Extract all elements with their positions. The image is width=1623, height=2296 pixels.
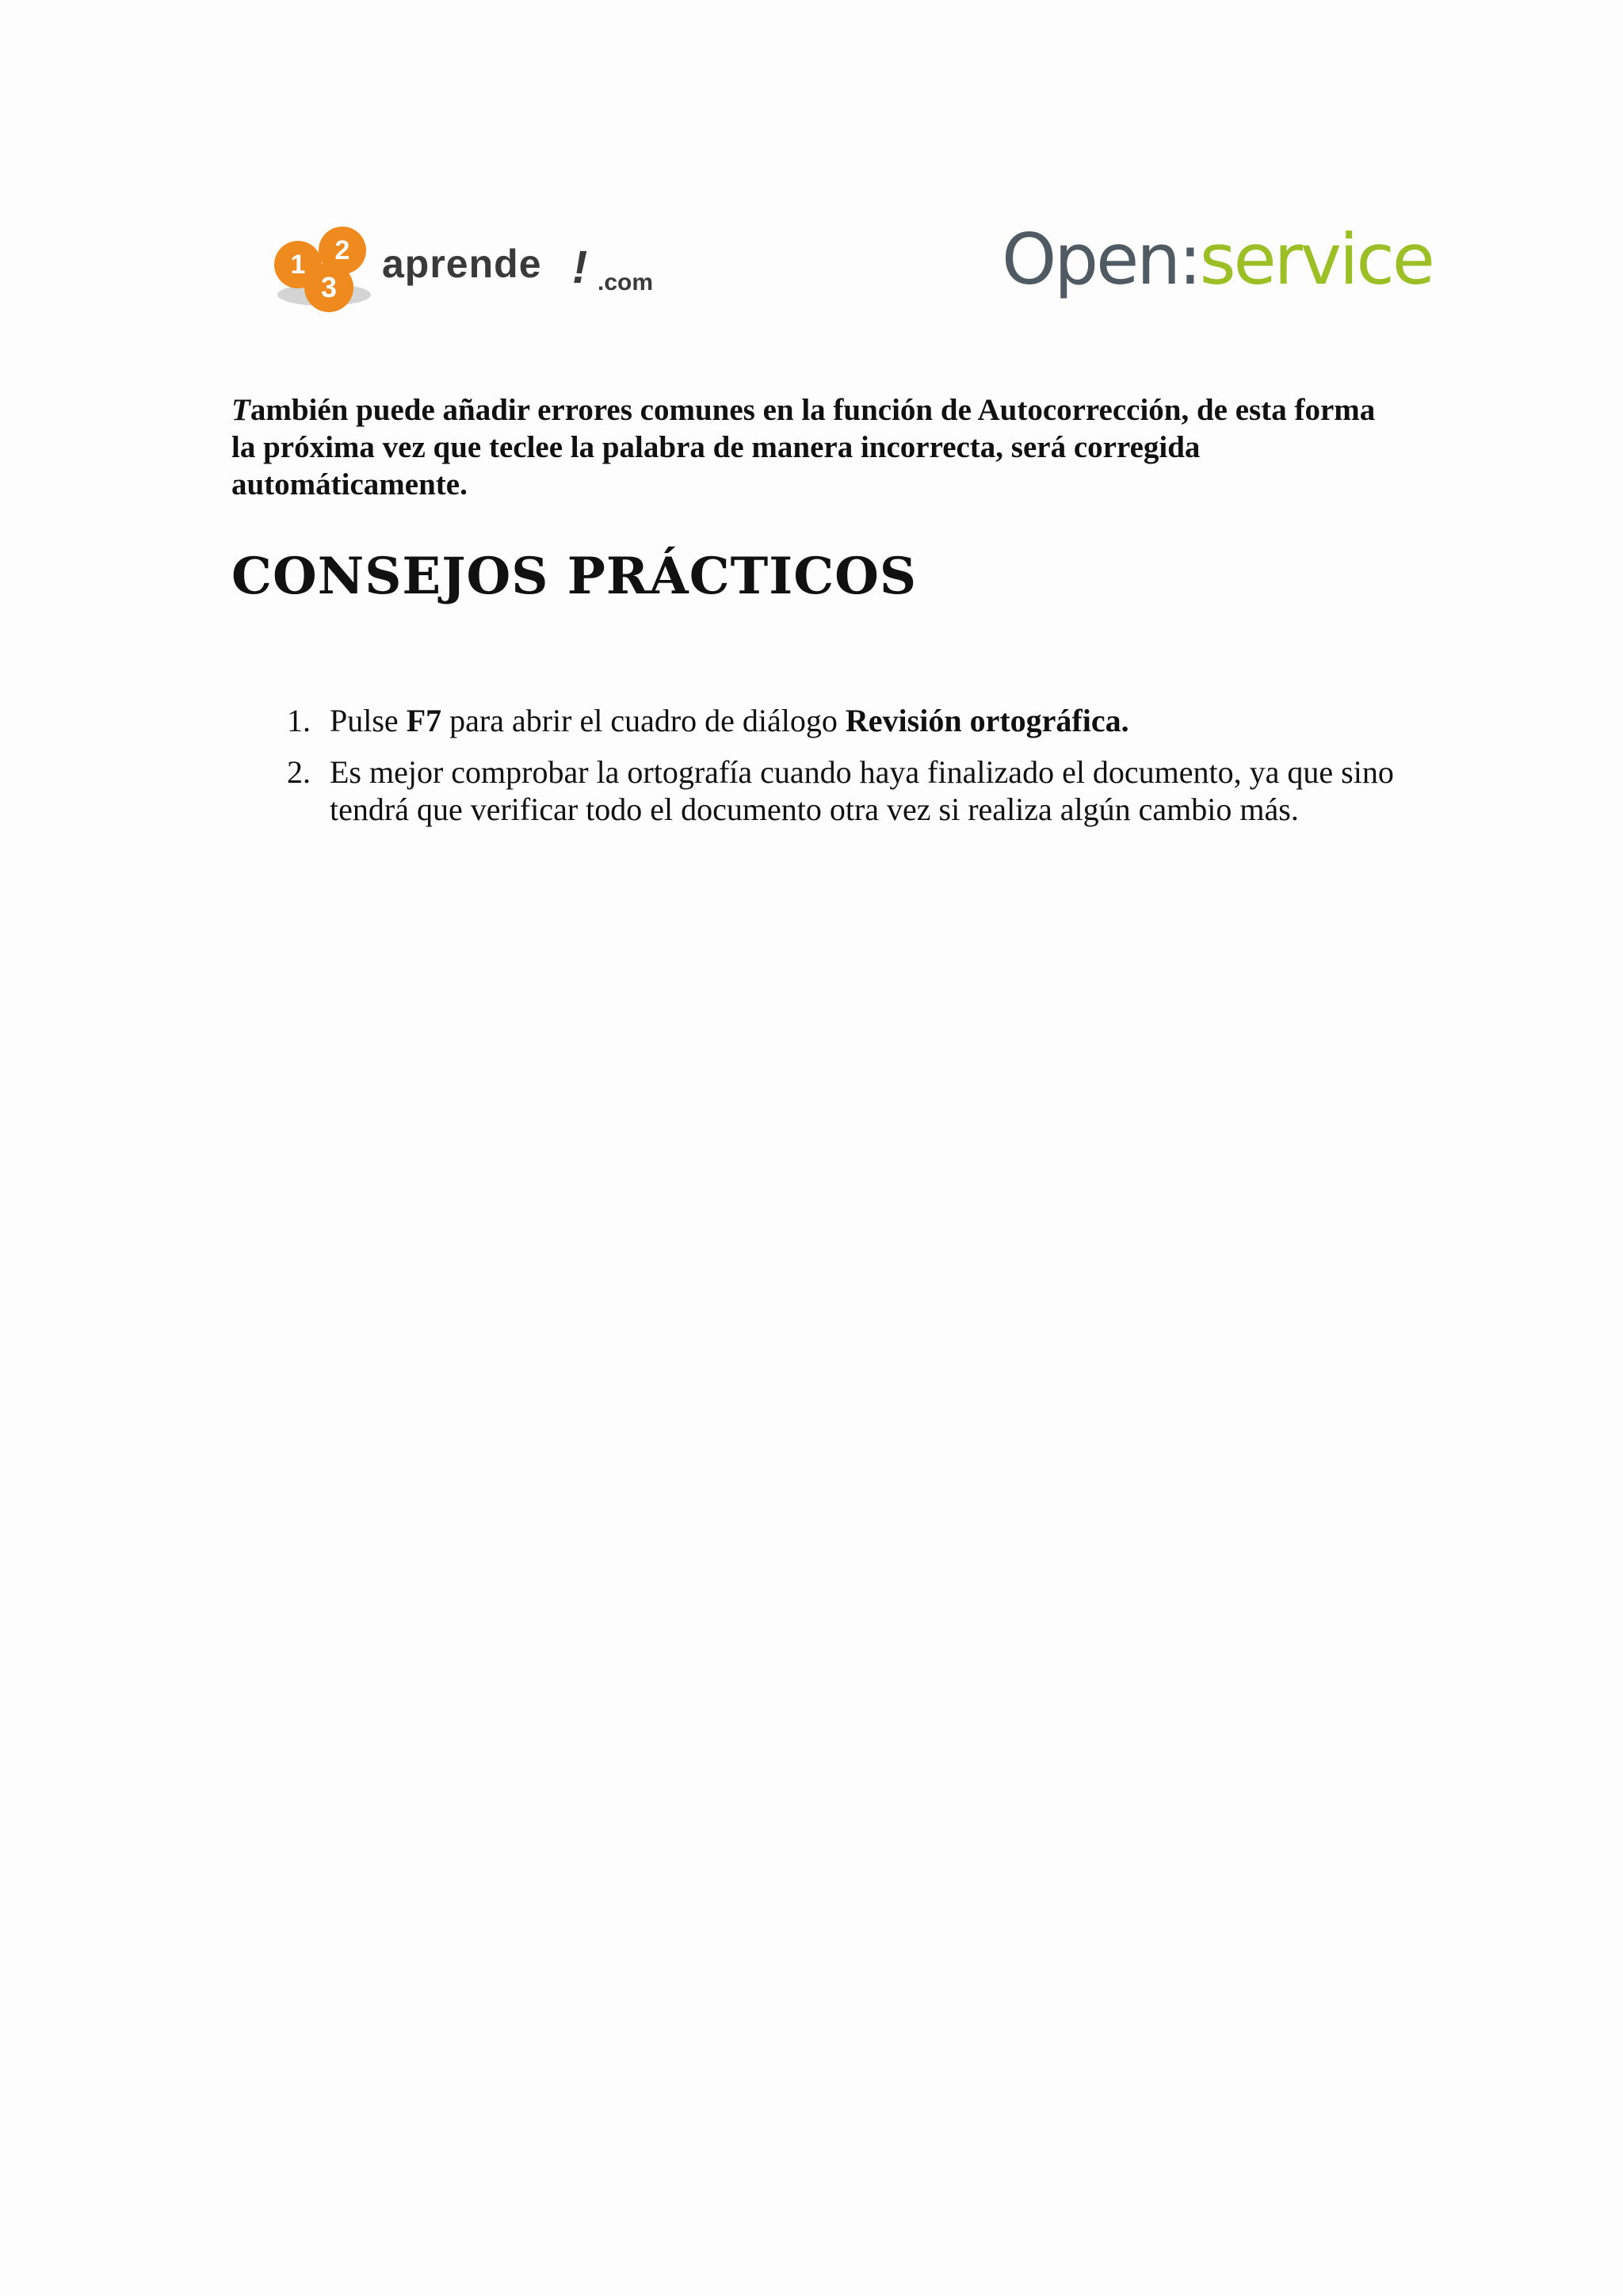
tip-key: F7 xyxy=(406,703,442,738)
list-number: 2. xyxy=(287,754,311,790)
tips-list xyxy=(287,702,1396,842)
logo-suffix: .com xyxy=(598,269,654,296)
logo-digit-1: 1 xyxy=(274,241,322,288)
tip-text: Es mejor comprobar la ortografía cuando haya finalizado el documento, ya que sino tendrá que verificar todo el documento otra vez si realiza algún cambio más. xyxy=(330,754,1394,827)
list-item xyxy=(287,753,1396,828)
list-number: 1. xyxy=(287,703,311,738)
logo-digit-2: 2 xyxy=(319,227,366,274)
aprende-logo xyxy=(269,225,682,312)
logo-open-text: Open: xyxy=(1002,219,1200,300)
openservice-logo xyxy=(1002,219,1433,306)
logo-digit-3: 3 xyxy=(304,263,353,312)
tip-text-pre: Pulse xyxy=(330,703,407,738)
logo-exclamation: ! xyxy=(572,242,588,293)
section-heading: CONSEJOS PRÁCTICOS xyxy=(231,547,918,606)
logo-service-text: service xyxy=(1199,219,1433,300)
tip-dialog-name: Revisión ortográfica. xyxy=(845,703,1129,738)
tip-text-mid: para abrir el cuadro de diálogo xyxy=(441,703,846,738)
intro-text: ambién puede añadir errores comunes en la función de Autocorrección, de esta forma la próxima vez que teclee la palabra de manera incorrecta, será corregida automáticamente. xyxy=(231,393,1376,502)
list-item xyxy=(287,702,1396,739)
intro-paragraph xyxy=(231,391,1388,503)
logo-word: aprende xyxy=(382,242,542,286)
intro-first-letter: T xyxy=(231,393,250,427)
